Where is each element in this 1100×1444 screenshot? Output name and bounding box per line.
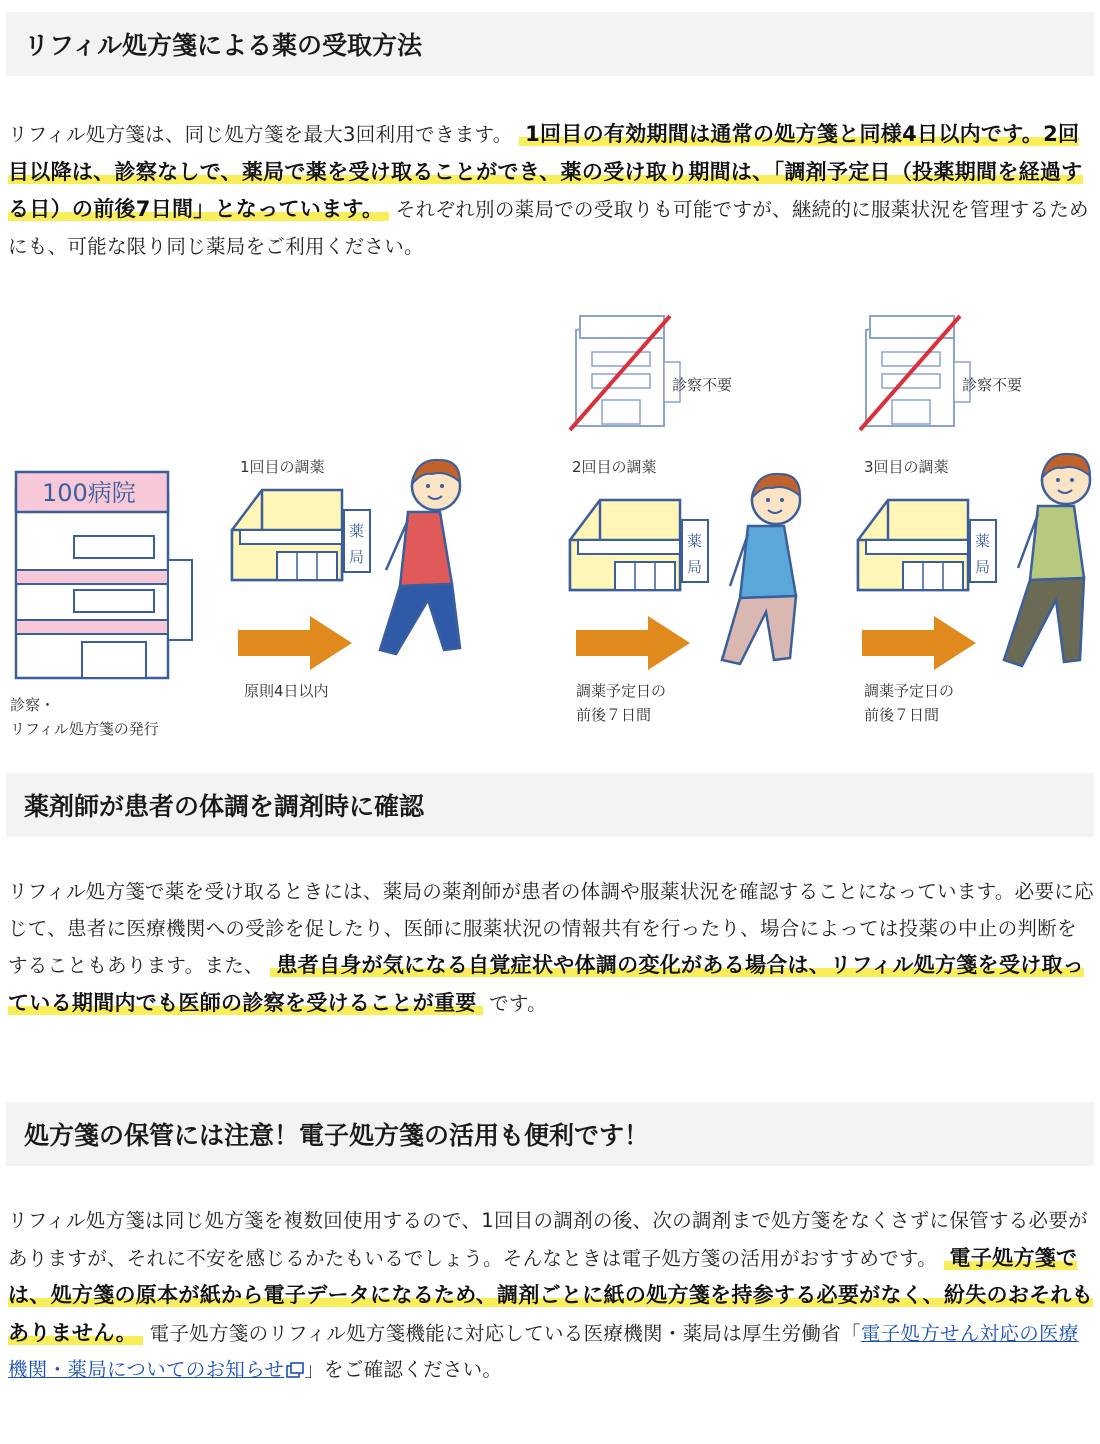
pharmacy-sign: 薬 <box>975 532 991 550</box>
body-text: 電子処方箋のリフィル処方箋機能に対応している医療機関・薬局は厚生労働省「 <box>149 1321 861 1345</box>
highlighted-text: 1回目の有効期間は通常の処方箋と同様4日以内です。2回目以降は、診察なしで、薬局で薬を受け取ることができ、薬の受け取り期間は、「調剤予定日（投薬期間を経過する日）の前後7日間」となっています。 <box>8 122 1083 221</box>
no-exam-label: 診察不要 <box>962 376 1023 394</box>
pharmacy-sign: 局 <box>349 548 365 566</box>
section-paragraph <box>8 116 1094 265</box>
step-caption: 前後７日間 <box>864 706 940 724</box>
section-paragraph <box>8 1203 1094 1389</box>
step-caption: 原則4日以内 <box>244 682 329 700</box>
person-walking-icon <box>380 460 460 654</box>
pharmacy-illustration <box>232 490 370 580</box>
step-title: 2回目の調薬 <box>572 458 657 476</box>
pharmacy-illustration <box>858 500 996 590</box>
hospital-illustration <box>10 472 192 738</box>
arrow-icon <box>862 616 976 670</box>
section-title: リフィル処方箋による薬の受取方法 <box>24 31 423 60</box>
section-heading-storage <box>6 1102 1094 1166</box>
body-text: リフィル処方箋は、同じ処方箋を最大3回利用できます。 <box>8 123 513 146</box>
step-3-group <box>858 316 1090 724</box>
step-1-group <box>232 458 460 700</box>
body-text: それぞれ別の薬局での受取りも可能ですが、継続的に服薬状況を管理するためにも、可能な限り同じ薬局をご利用ください。 <box>8 198 1089 258</box>
section-title: 薬剤師が患者の体調を調剤時に確認 <box>24 792 425 821</box>
person-walking-icon <box>722 474 800 664</box>
section-heading-refill-method <box>6 12 1094 76</box>
pharmacy-sign: 薬 <box>349 522 365 540</box>
crossed-hospital-icon <box>570 316 680 430</box>
arrow-icon <box>238 616 352 670</box>
hospital-sign: 100病院 <box>42 479 136 507</box>
external-link-icon <box>286 1362 304 1378</box>
no-exam-label: 診察不要 <box>672 376 733 394</box>
pharmacy-sign: 局 <box>687 558 703 576</box>
highlighted-text: 患者自身が気になる自覚症状や体調の変化がある場合は、リフィル処方箋を受け取っている期間内でも医師の診察を受けることが重要 <box>8 953 1085 1015</box>
refill-flow-illustration <box>0 300 1100 750</box>
person-walking-icon <box>1004 454 1090 666</box>
crossed-hospital-icon <box>860 316 970 430</box>
link-text: 電子処方せん対応の医療機関・薬局についてのお知らせ <box>8 1321 1079 1381</box>
body-text: 」をご確認ください。 <box>304 1358 503 1381</box>
section-title: 処方箋の保管には注意！電子処方箋の活用も便利です！ <box>24 1121 650 1150</box>
body-text: リフィル処方箋は同じ処方箋を複数回使用するので、1回目の調剤の後、次の調剤まで処方箋をなくさずに保管する必要がありますが、それに不安を感じるかたもいるでしょう。そんなときは電子処方箋の活用がおすすめです。 <box>8 1209 1088 1270</box>
section-paragraph <box>8 874 1094 1022</box>
hospital-caption: 診察・ <box>10 696 56 714</box>
body-text: リフィル処方箋で薬を受け取るときには、薬局の薬剤師が患者の体調や服薬状況を確認することになっています。必要に応じて、患者に医療機関への受診を促したり、医師に服薬状況の情報共有を行ったり、場合によっては投薬の中止の判断をすることもあります。また、 <box>8 880 1094 977</box>
highlighted-text: 電子処方箋では、処方箋の原本が紙から電子データになるため、調剤ごとに紙の処方箋を持参する必要がなく、紛失のおそれもありません。 <box>8 1245 1094 1345</box>
arrow-icon <box>576 616 690 670</box>
step-caption: 前後７日間 <box>576 706 652 724</box>
step-2-group <box>570 316 800 724</box>
pharmacy-sign: 薬 <box>687 532 703 550</box>
pharmacy-sign: 局 <box>975 558 991 576</box>
section-heading-pharmacist-check <box>6 773 1094 837</box>
pharmacy-illustration <box>570 500 708 590</box>
step-caption: 調薬予定日の <box>864 682 955 700</box>
body-text: です。 <box>489 991 547 1015</box>
step-title: 1回目の調薬 <box>240 458 325 476</box>
hospital-caption: リフィル処方箋の発行 <box>10 720 159 738</box>
step-caption: 調薬予定日の <box>576 682 667 700</box>
step-title: 3回目の調薬 <box>864 458 949 476</box>
